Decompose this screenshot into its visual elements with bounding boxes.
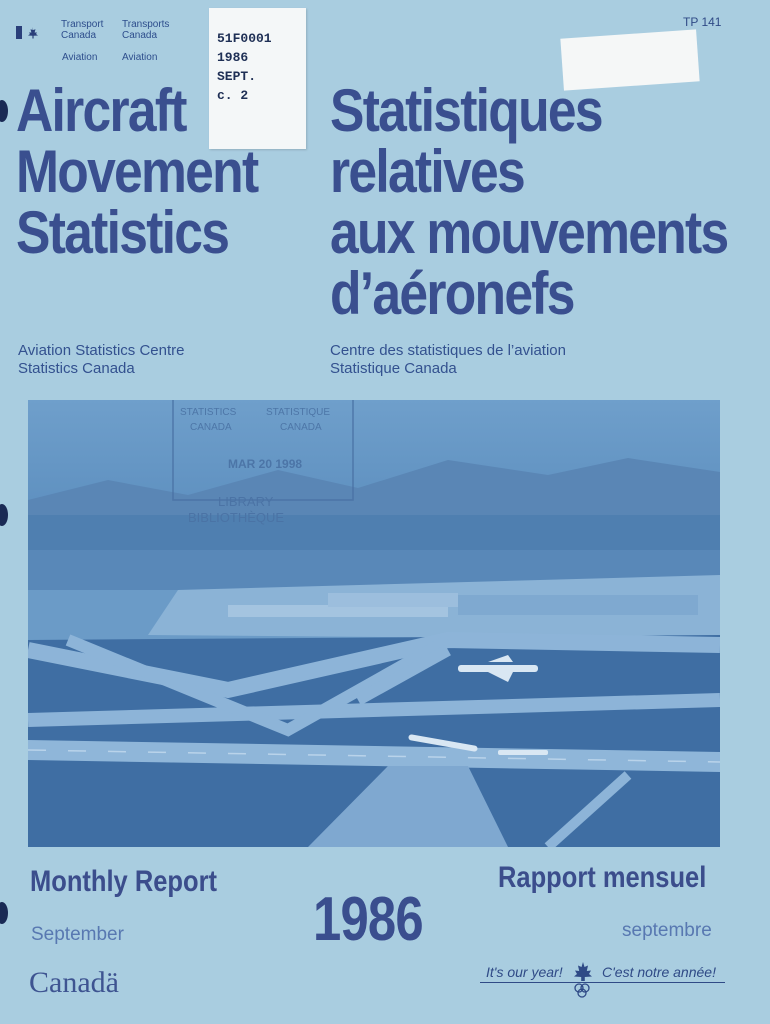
airport-photo-illustration — [28, 400, 720, 847]
slogan-fr: C'est notre année! — [602, 964, 716, 980]
sub-dept-en: Aviation — [62, 52, 98, 63]
title-en-line2: Movement — [16, 138, 258, 205]
title-fr — [330, 77, 728, 327]
publisher-en — [18, 342, 184, 378]
title-en-line1: Aircraft — [16, 77, 186, 144]
dept-en-line1: Transport — [61, 19, 104, 30]
stamp-line1b: STATISTIQUE — [266, 407, 331, 418]
stamp-line3: LIBRARY — [218, 494, 274, 509]
sub-dept-fr: Aviation — [122, 52, 158, 63]
dept-fr-line2: Canada — [122, 30, 158, 41]
publisher-en-line1: Aviation Statistics Centre — [18, 342, 185, 359]
canada-wordmark: Canadä — [29, 966, 119, 999]
month-fr: septembre — [622, 920, 712, 941]
stamp-date: MAR 20 1998 — [228, 457, 303, 471]
publisher-en-line2: Statistics Canada — [18, 360, 135, 377]
call-number-line4: c. 2 — [217, 88, 249, 103]
call-number-line2: 1986 — [217, 50, 249, 65]
title-fr-line4: d’aéronefs — [330, 260, 574, 327]
report-year: 1986 — [313, 885, 423, 954]
title-en-line3: Statistics — [16, 199, 229, 266]
dept-name-en — [61, 19, 103, 41]
call-number-line1: 51F0001 — [217, 31, 272, 46]
airport-aerial-photo — [28, 400, 720, 847]
title-fr-line2: relatives — [330, 138, 524, 205]
canada-year-slogan — [480, 958, 725, 1008]
binding-hole — [0, 902, 8, 924]
binding-hole — [0, 504, 8, 526]
stamp-line4: BIBLIOTHÈQUE — [188, 510, 285, 525]
canada-flag-icon — [16, 26, 42, 39]
binding-hole — [0, 100, 8, 122]
publisher-fr-line2: Statistique Canada — [330, 360, 457, 377]
title-en — [16, 77, 258, 266]
publisher-fr — [330, 342, 566, 378]
slogan-en: It's our year! — [486, 964, 563, 980]
stamp-line2a: CANADA — [190, 422, 232, 433]
stamp-line1a: STATISTICS — [180, 407, 237, 418]
call-number-line3: SEPT. — [217, 69, 257, 84]
title-fr-line1: Statistiques — [330, 77, 602, 144]
maple-leaf-rings-icon — [568, 960, 598, 1000]
dept-fr-line1: Transports — [122, 19, 170, 30]
month-en: September — [31, 924, 124, 945]
report-title-en: Monthly Report — [30, 865, 217, 898]
report-title-fr: Rapport mensuel — [498, 861, 707, 894]
dept-en-line2: Canada — [61, 30, 97, 41]
dept-name-fr — [122, 19, 169, 41]
document-code: TP 141 — [683, 15, 722, 29]
slogan-divider — [480, 982, 725, 983]
stamp-line2b: CANADA — [280, 422, 322, 433]
title-fr-line3: aux mouvements — [330, 199, 728, 266]
publisher-fr-line1: Centre des statistiques de l’aviation — [330, 342, 566, 359]
